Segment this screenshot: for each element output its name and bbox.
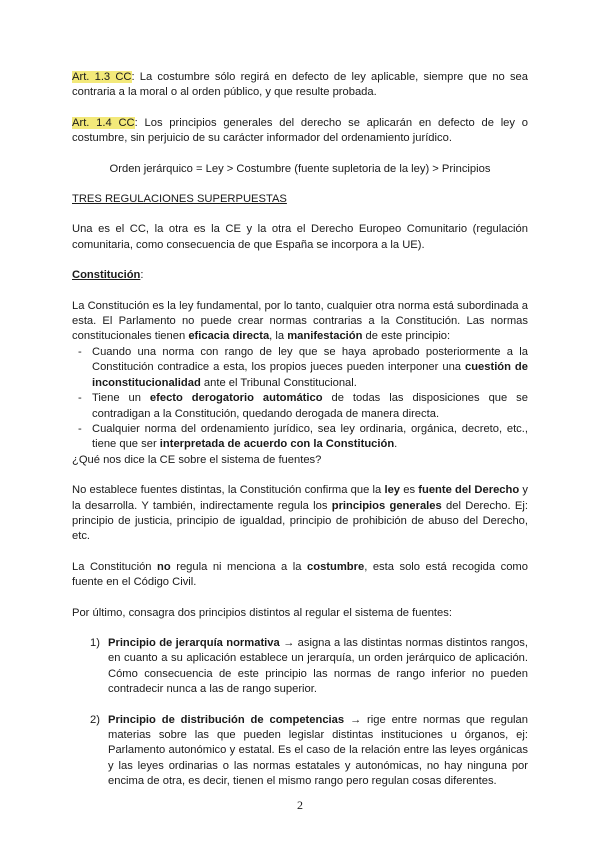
intro-paragraph: Una es el CC, la otra es la CE y la otra el Derecho Europeo Comunitario (regulación comunitaria, como consecuencia de que España se incorpora a la UE). <box>72 223 528 251</box>
page-number: 2 <box>297 798 303 812</box>
list-item: - Cualquier norma del ordenamiento jurídico, sea ley ordinaria, orgánica, decreto, etc., tiene que ser interpretada de acuerdo con la Constitución. <box>92 422 528 453</box>
article-1-3 <box>72 70 528 101</box>
article-text: : Los principios generales del derecho se aplicarán en defecto de ley o costumbre, sin perjuicio de su carácter informador del ordenamiento jurídico. <box>72 116 528 145</box>
document-page <box>72 70 528 805</box>
constitution-paragraph: La Constitución es la ley fundamental, por lo tanto, cualquier otra norma está subordinada a esta. El Parlamento no puede crear normas contrarias a la Constitución. Las normas constitucionales tienen eficacia directa, la manifestación de este principio: <box>72 299 528 343</box>
list-item: - Tiene un efecto derogatorio automático de todas las disposiciones que se contradigan a la Constitución, quedando derogada de manera directa. <box>92 391 528 422</box>
custom-paragraph: La Constitución no regula ni menciona a la costumbre, esta solo está recogida como fuente en el Código Civil. <box>72 560 528 589</box>
sources-paragraph: No establece fuentes distintas, la Constitución confirma que la ley es fuente del Derecho y la desarrolla. Y también, indirectamente regula los principios generales del Derecho. Ej: principio de justicia, principio de igualdad, principio de prohibición de abuso del Derecho, etc. <box>72 484 528 543</box>
list-item: - Cuando una norma con rango de ley que se haya aprobado posteriormente a la Constitución contradice a esta, los propios jueces pueden interponer una cuestión de inconstitucionalidad ante el Tribunal Constitucional. <box>92 345 528 391</box>
list-item: 1) Principio de jerarquía normativa → asigna a las distintas normas distintos rangos, en cuanto a su aplicación establece un jerarquía, un orden jerárquico de aplicación. Cómo consecuencia de este principio las normas de rango inferior no pueden contradecir nunca a las de rango superior. <box>90 636 529 696</box>
article-1-4 <box>72 116 528 147</box>
question-line: ¿Qué nos dice la CE sobre el sistema de fuentes? <box>72 453 322 466</box>
effects-list <box>72 345 528 453</box>
constitucion-heading: Constitución: <box>72 269 144 282</box>
principles-list <box>72 636 528 790</box>
list-item: 2) Principio de distribución de competencias → rige entre normas que regulan materias sobre las que pueden legislar distintas instituciones u órganos, ej: Parlamento autonómico y estatal. Es el caso de la relación entre las leyes orgánicas y las leyes ordinarias o las normas estatales y autonómicas, no hay ninguna por encima de otra, es decir, tienen el mismo rango pero regulan cosas diferentes. <box>90 713 528 788</box>
hierarchy-line: Orden jerárquico = Ley > Costumbre (fuente supletoria de la ley) > Principios <box>109 162 491 175</box>
principles-intro: Por último, consagra dos principios distintos al regular el sistema de fuentes: <box>72 606 452 619</box>
article-ref-highlight: Art. 1.4 CC <box>72 116 135 129</box>
article-ref-highlight: Art. 1.3 CC <box>72 71 132 83</box>
section-heading: TRES REGULACIONES SUPERPUESTAS <box>72 193 287 206</box>
article-text: : La costumbre sólo regirá en defecto de ley aplicable, siempre que no sea contraria a la moral o al orden público, y que resulte probada. <box>72 71 528 99</box>
